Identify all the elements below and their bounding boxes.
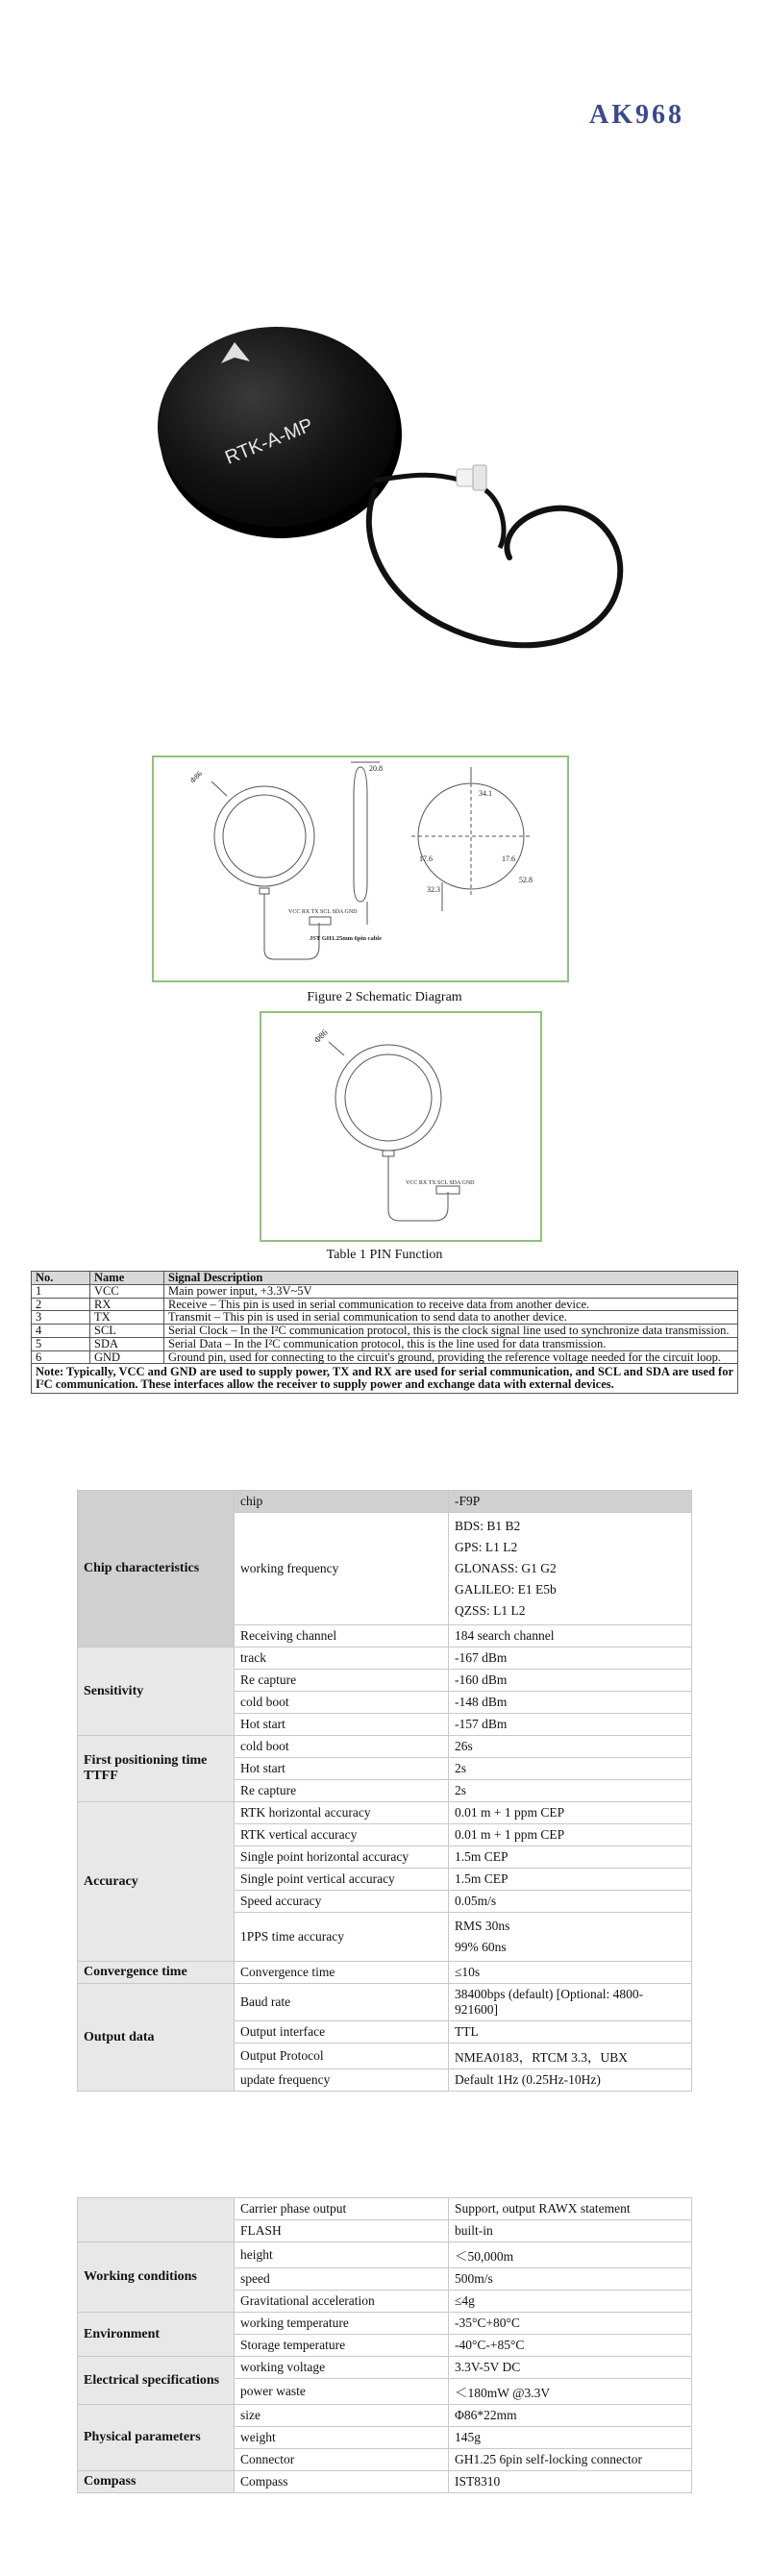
pin-name: SCL xyxy=(90,1325,164,1338)
value: 500m/s xyxy=(449,2268,692,2291)
param: update frequency xyxy=(235,2069,449,2092)
param: FLASH xyxy=(235,2220,449,2242)
category-electrical: Electrical specifications xyxy=(78,2357,235,2405)
value: ＜180mW @3.3V xyxy=(449,2379,692,2405)
param: Output interface xyxy=(235,2021,449,2043)
pin-no: 3 xyxy=(32,1311,90,1325)
param: weight xyxy=(235,2427,449,2449)
category-physical: Physical parameters xyxy=(78,2405,235,2471)
category-environment: Environment xyxy=(78,2313,235,2357)
param: Connector xyxy=(235,2449,449,2471)
value: 2s xyxy=(449,1780,692,1802)
value: IST8310 xyxy=(449,2471,692,2493)
header-desc: Signal Description xyxy=(164,1272,738,1285)
dim-d5: 32.3 xyxy=(427,885,440,894)
category-convergence: Convergence time xyxy=(78,1962,235,1984)
dim-d1: 34.1 xyxy=(479,789,492,798)
value: 145g xyxy=(449,2427,692,2449)
value: ≤4g xyxy=(449,2291,692,2313)
table-row xyxy=(32,1284,738,1298)
fig2-cable-pins: VCC RX TX SCL SDA GND xyxy=(406,1180,475,1186)
param: Speed accuracy xyxy=(235,1891,449,1913)
table-row xyxy=(32,1350,738,1364)
value: 1.5m CEP xyxy=(449,1869,692,1891)
pin-name: RX xyxy=(90,1298,164,1311)
value: 0.01 m + 1 ppm CEP xyxy=(449,1824,692,1846)
dim-d3: 17.6 xyxy=(502,855,515,863)
value: TTL xyxy=(449,2021,692,2043)
value: QZSS: L1 L2 xyxy=(455,1603,526,1618)
value: 26s xyxy=(449,1736,692,1758)
category-sensitivity: Sensitivity xyxy=(78,1647,235,1736)
pin-name: VCC xyxy=(90,1284,164,1298)
value: -160 dBm xyxy=(449,1670,692,1692)
category-blank xyxy=(78,2198,235,2242)
param: 1PPS time accuracy xyxy=(235,1913,449,1962)
category-accuracy: Accuracy xyxy=(78,1802,235,1962)
category-compass: Compass xyxy=(78,2471,235,2493)
value-list xyxy=(449,1913,692,1962)
value: Default 1Hz (0.25Hz-10Hz) xyxy=(449,2069,692,2092)
category-chip: Chip characteristics xyxy=(78,1491,235,1647)
value: 1.5m CEP xyxy=(449,1846,692,1869)
header-name: Name xyxy=(90,1272,164,1285)
dim-thickness: 20.8 xyxy=(369,764,383,773)
value: -167 dBm xyxy=(449,1647,692,1670)
pin-no: 6 xyxy=(32,1350,90,1364)
pin-function-table xyxy=(31,1271,738,1394)
pin-name: TX xyxy=(90,1311,164,1325)
value: -148 dBm xyxy=(449,1692,692,1714)
pin-desc: Serial Clock – In the I²C communication protocol, this is the clock signal line used to synchronize data transmission. xyxy=(164,1325,738,1338)
value: 2s xyxy=(449,1758,692,1780)
pin-no: 4 xyxy=(32,1325,90,1338)
product-photo xyxy=(115,308,654,692)
value: GPS: L1 L2 xyxy=(455,1540,518,1554)
spec-table-1 xyxy=(77,1490,692,2092)
value: 3.3V-5V DC xyxy=(449,2357,692,2379)
pin-desc: Main power input, +3.3V~5V xyxy=(164,1284,738,1298)
param: speed xyxy=(235,2268,449,2291)
param: chip xyxy=(235,1491,449,1513)
param: height xyxy=(235,2242,449,2268)
param: Hot start xyxy=(235,1758,449,1780)
value: -40°C-+85°C xyxy=(449,2335,692,2357)
value: GLONASS: G1 G2 xyxy=(455,1561,557,1575)
param: Storage temperature xyxy=(235,2335,449,2357)
table-row xyxy=(32,1311,738,1325)
dim-d2: 17.6 xyxy=(419,855,433,863)
value: BDS: B1 B2 xyxy=(455,1519,521,1533)
param: working frequency xyxy=(235,1513,449,1625)
value: NMEA0183，RTCM 3.3，UBX xyxy=(449,2043,692,2069)
schematic-figure-2 xyxy=(260,1011,542,1242)
cable-pins: VCC RX TX SCL SDA GND xyxy=(288,909,358,915)
cable-note: JST GH1.25mm 6pin cable xyxy=(310,935,383,942)
value: 38400bps (default) [Optional: 4800-921600] xyxy=(449,1984,692,2021)
value: ≤10s xyxy=(449,1962,692,1984)
param: Single point vertical accuracy xyxy=(235,1869,449,1891)
table-row xyxy=(32,1337,738,1350)
value: Support, output RAWX statement xyxy=(449,2198,692,2220)
param: Carrier phase output xyxy=(235,2198,449,2220)
pin-desc: Ground pin, used for connecting to the circuit's ground, providing the reference voltage needed for the circuit loop. xyxy=(164,1350,738,1364)
value: RMS 30ns xyxy=(455,1919,510,1933)
pin-table-note: Note: Typically, VCC and GND are used to supply power, TX and RX are used for serial communication, and SCL and SDA are used for I²C communication. These interfaces allow the receiver to supply power and exchange data with external devices. xyxy=(32,1364,738,1394)
value: 0.01 m + 1 ppm CEP xyxy=(449,1802,692,1824)
pin-desc: Serial Data – In the I²C communication protocol, this is the line used for data transmission. xyxy=(164,1337,738,1350)
pin-desc: Receive – This pin is used in serial communication to receive data from another device. xyxy=(164,1298,738,1311)
pin-name: GND xyxy=(90,1350,164,1364)
value: 0.05m/s xyxy=(449,1891,692,1913)
param: Compass xyxy=(235,2471,449,2493)
value: ＜50,000m xyxy=(449,2242,692,2268)
value: GALILEO: E1 E5b xyxy=(455,1582,557,1597)
param: Hot start xyxy=(235,1714,449,1736)
value: -F9P xyxy=(449,1491,692,1513)
figure-caption: Figure 2 Schematic Diagram xyxy=(307,990,462,1004)
value: built-in xyxy=(449,2220,692,2242)
param: Convergence time xyxy=(235,1962,449,1984)
value: Φ86*22mm xyxy=(449,2405,692,2427)
value: GH1.25 6pin self-locking connector xyxy=(449,2449,692,2471)
spec-table-2 xyxy=(77,2197,692,2493)
device-label: RTK-A-MP xyxy=(222,414,316,469)
category-ttff: First positioning time TTFF xyxy=(78,1736,235,1802)
param: Re capture xyxy=(235,1670,449,1692)
value: -35°C+80°C xyxy=(449,2313,692,2335)
product-title: AK968 xyxy=(589,100,684,130)
table-row xyxy=(32,1325,738,1338)
dim-diameter: Φ86 xyxy=(187,769,205,785)
param: RTK horizontal accuracy xyxy=(235,1802,449,1824)
header-no: No. xyxy=(32,1272,90,1285)
param: Re capture xyxy=(235,1780,449,1802)
pin-no: 1 xyxy=(32,1284,90,1298)
category-working: Working conditions xyxy=(78,2242,235,2313)
param: Gravitational acceleration xyxy=(235,2291,449,2313)
param: power waste xyxy=(235,2379,449,2405)
param: size xyxy=(235,2405,449,2427)
table-caption: Table 1 PIN Function xyxy=(326,1248,443,1262)
fig2-diameter: Φ86 xyxy=(311,1027,330,1046)
category-output: Output data xyxy=(78,1984,235,2092)
param: Receiving channel xyxy=(235,1625,449,1647)
param: RTK vertical accuracy xyxy=(235,1824,449,1846)
pin-name: SDA xyxy=(90,1337,164,1350)
dim-d4: 52.8 xyxy=(519,876,533,884)
value: 99% 60ns xyxy=(455,1940,507,1954)
value: -157 dBm xyxy=(449,1714,692,1736)
pin-no: 5 xyxy=(32,1337,90,1350)
param: Single point horizontal accuracy xyxy=(235,1846,449,1869)
param: working voltage xyxy=(235,2357,449,2379)
param: cold boot xyxy=(235,1736,449,1758)
param: track xyxy=(235,1647,449,1670)
pin-no: 2 xyxy=(32,1298,90,1311)
schematic-figure-1 xyxy=(152,755,569,982)
param: Baud rate xyxy=(235,1984,449,2021)
param: cold boot xyxy=(235,1692,449,1714)
param: working temperature xyxy=(235,2313,449,2335)
param: Output Protocol xyxy=(235,2043,449,2069)
table-row xyxy=(32,1298,738,1311)
value: 184 search channel xyxy=(449,1625,692,1647)
value-list xyxy=(449,1513,692,1625)
pin-desc: Transmit – This pin is used in serial communication to send data to another device. xyxy=(164,1311,738,1325)
